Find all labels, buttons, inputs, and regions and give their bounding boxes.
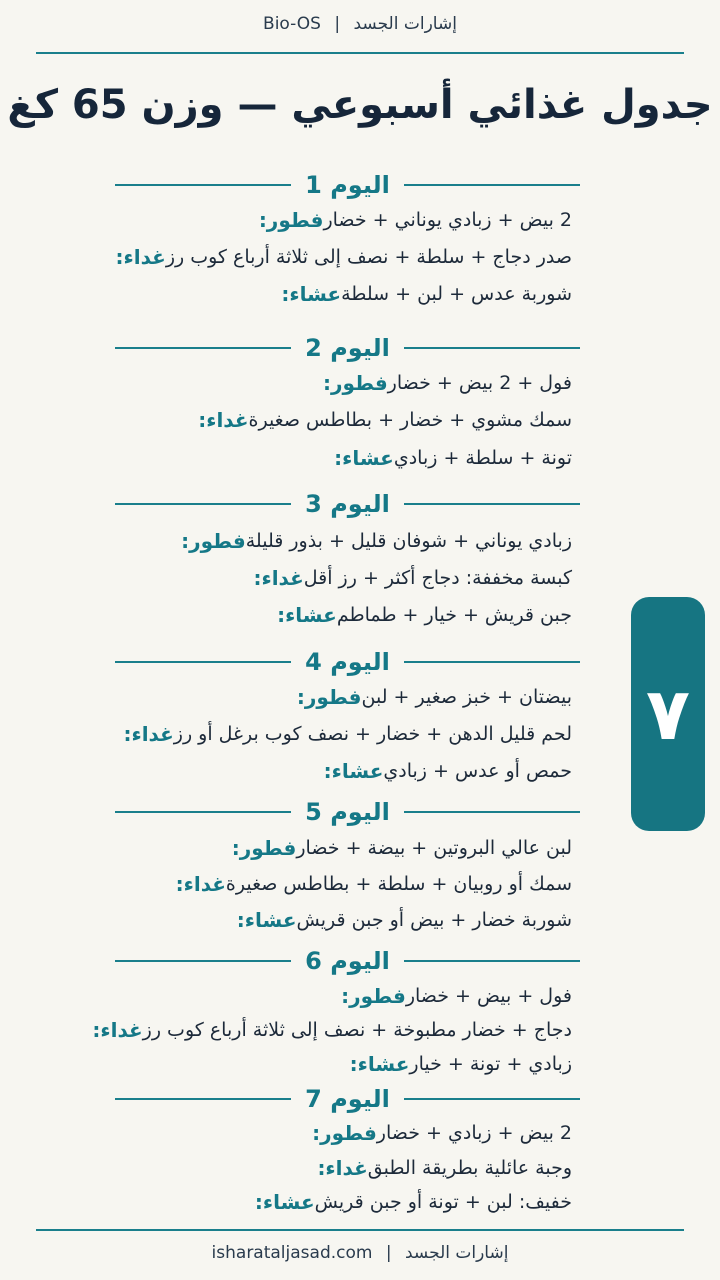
meal-key: فطور: — [181, 529, 246, 553]
meal-value: فول + 2 بيض + خضار — [387, 372, 572, 394]
day-1-lunch — [108, 240, 572, 274]
meal-key: فطور: — [312, 1121, 377, 1145]
meal-key: فطور: — [341, 984, 406, 1008]
day-1-dinner — [283, 277, 572, 311]
meal-value: 2 بيض + زبادي يوناني + خضار — [323, 209, 572, 231]
meal-key: غداء: — [92, 1018, 143, 1042]
day-6-dinner — [351, 1047, 572, 1081]
meal-value: سمك مشوي + خضار + بطاطس صغيرة — [248, 409, 572, 431]
day-4-heading — [115, 642, 580, 682]
heading-rule — [404, 960, 580, 962]
meal-value: لحم قليل الدهن + خضار + نصف كوب برغل أو رز — [173, 723, 572, 745]
meal-key: فطور: — [323, 371, 388, 395]
heading-rule — [404, 1098, 580, 1100]
day-1-heading — [115, 165, 580, 205]
meal-key: غداء: — [253, 566, 304, 590]
heading-rule — [115, 811, 291, 813]
day-6-breakfast — [341, 979, 572, 1013]
heading-rule — [404, 661, 580, 663]
meal-key: فطور: — [258, 208, 324, 232]
website-link[interactable]: isharataljasad.com — [211, 1243, 373, 1263]
meal-key: عشاء: — [254, 1190, 315, 1214]
day-5-dinner — [236, 903, 573, 937]
meal-value: كبسة مخففة: دجاج أكثر + رز أقل — [303, 567, 572, 589]
heading-rule — [404, 347, 580, 349]
meal-value: لبن عالي البروتين + بيضة + خضار — [296, 837, 572, 859]
meal-value: خفيف: لبن + تونة أو جبن قريش — [314, 1191, 572, 1213]
meal-value: فول + بيض + خضار — [405, 985, 572, 1007]
day-4-dinner — [325, 754, 572, 788]
header-separator: | — [334, 14, 341, 34]
day-7-dinner — [254, 1185, 572, 1219]
heading-rule — [404, 503, 580, 505]
footer-channel-name: إشارات الجسد — [405, 1243, 509, 1263]
day-3-dinner — [279, 598, 572, 632]
meal-key: غداء: — [198, 408, 249, 432]
meal-key: عشاء: — [236, 908, 297, 932]
heading-rule — [115, 661, 291, 663]
day-7-breakfast — [312, 1116, 572, 1150]
day-3-breakfast — [181, 524, 572, 558]
meal-value: تونة + سلطة + زبادي — [393, 447, 572, 469]
page-title: جدول غذائي أسبوعي — وزن 65 كغ — [7, 82, 713, 128]
channel-name: إشارات الجسد — [353, 14, 457, 34]
meal-key: عشاء: — [323, 759, 384, 783]
day-label: اليوم 6 — [305, 947, 390, 975]
meal-value: جبن قريش + خيار + طماطم — [336, 604, 572, 626]
day-label: اليوم 7 — [305, 1085, 390, 1113]
footer-separator: | — [385, 1243, 392, 1263]
meal-value: دجاج + خضار مطبوخة + نصف إلى ثلاثة أرباع كوب رز — [142, 1019, 572, 1041]
meal-key: عشاء: — [281, 282, 342, 306]
meal-key: عشاء: — [334, 446, 394, 470]
meal-value: شوربة خضار + بيض أو جبن قريش — [296, 909, 572, 931]
day-label: اليوم 5 — [305, 798, 390, 826]
meal-value: شوربة عدس + لبن + سلطة — [341, 283, 572, 305]
meal-value: زبادي يوناني + شوفان قليل + بذور قليلة — [245, 530, 572, 552]
meal-value: 2 بيض + زبادي + خضار — [376, 1122, 572, 1144]
meal-key: فطور: — [296, 685, 362, 709]
day-label: اليوم 2 — [305, 334, 390, 362]
day-4-breakfast — [296, 680, 572, 714]
day-6-lunch — [85, 1013, 572, 1047]
heading-rule — [404, 184, 580, 186]
day-7-lunch — [310, 1151, 572, 1185]
day-label: اليوم 4 — [305, 648, 390, 676]
day-2-lunch — [191, 403, 572, 437]
day-5-breakfast — [231, 831, 572, 865]
meal-key: عشاء: — [277, 603, 337, 627]
meal-key: فطور: — [231, 836, 297, 860]
day-2-dinner — [336, 441, 572, 475]
heading-rule — [115, 347, 291, 349]
day-3-heading — [115, 484, 580, 524]
day-4-lunch — [116, 717, 572, 751]
heading-rule — [115, 184, 291, 186]
heading-rule — [115, 1098, 291, 1100]
meal-value: زبادي + تونة + خيار — [409, 1053, 572, 1075]
day-6-heading — [115, 941, 580, 981]
top-header — [0, 14, 720, 34]
day-5-lunch — [168, 867, 572, 901]
day-5-heading — [115, 792, 580, 832]
meal-key: غداء: — [115, 245, 166, 269]
meal-value: حمص أو عدس + زبادي — [383, 760, 572, 782]
page-number: ٧ — [646, 672, 690, 756]
day-label: اليوم 1 — [305, 171, 390, 199]
day-3-lunch — [246, 561, 572, 595]
meal-value: وجبة عائلية بطريقة الطبق — [367, 1157, 572, 1179]
day-7-heading — [115, 1079, 580, 1119]
heading-rule — [404, 811, 580, 813]
day-2-breakfast — [323, 366, 572, 400]
header-divider — [36, 52, 684, 54]
page-number-tab — [631, 597, 705, 831]
heading-rule — [115, 960, 291, 962]
heading-rule — [115, 503, 291, 505]
brand-name: Bio-OS — [263, 14, 321, 34]
meal-value: بيضتان + خبز صغير + لبن — [361, 686, 572, 708]
day-1-breakfast — [258, 203, 572, 237]
meal-value: سمك أو روبيان + سلطة + بطاطس صغيرة — [225, 873, 572, 895]
footer-divider — [36, 1229, 684, 1231]
footer — [0, 1243, 720, 1263]
day-2-heading — [115, 328, 580, 368]
meal-key: غداء: — [123, 722, 174, 746]
meal-key: غداء: — [175, 872, 226, 896]
meal-key: عشاء: — [349, 1052, 410, 1076]
meal-key: غداء: — [317, 1156, 368, 1180]
day-label: اليوم 3 — [305, 490, 390, 518]
meal-value: صدر دجاج + سلطة + نصف إلى ثلاثة أرباع كوب رز — [165, 246, 572, 268]
